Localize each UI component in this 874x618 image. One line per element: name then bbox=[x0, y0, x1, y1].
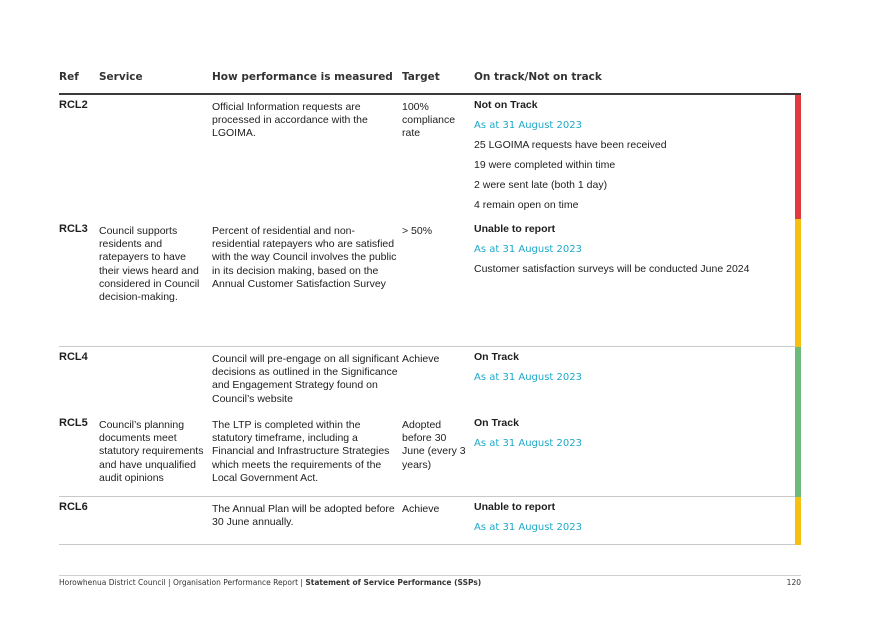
row-measure: Percent of residential and non-residential ratepayers who are satisfied with the way Council involves the public in its decision making, based on the Annual Customer Satisfaction Survey bbox=[212, 225, 397, 290]
row-measure: Council will pre-engage on all significant decisions as outlined in the Significance and Engagement Strategy found on Council’s website bbox=[212, 353, 399, 405]
footer-divider bbox=[59, 575, 801, 576]
row-target: Achieve bbox=[402, 503, 440, 515]
footer-left: Horowhenua District Council | Organisation Performance Report | bbox=[59, 578, 306, 587]
row-ref: RCL2 bbox=[59, 99, 88, 111]
row-status bbox=[474, 99, 784, 219]
status-indicator bbox=[795, 219, 801, 347]
header-target: Target bbox=[402, 71, 440, 83]
status-detail: 25 LGOIMA requests have been received bbox=[474, 139, 667, 151]
row-ref: RCL3 bbox=[59, 223, 88, 235]
table-row bbox=[59, 95, 801, 219]
status-title: Unable to report bbox=[474, 501, 556, 513]
table-row bbox=[59, 219, 801, 347]
status-date: As at 31 August 2023 bbox=[474, 120, 582, 131]
status-indicator bbox=[795, 413, 801, 497]
row-target: Adopted before 30 June (every 3 years) bbox=[402, 419, 466, 471]
table-row bbox=[59, 347, 801, 413]
status-title: On Track bbox=[474, 417, 519, 429]
row-service: Council’s planning documents meet statutory requirements and have unqualified audit opinions bbox=[99, 419, 204, 484]
row-status bbox=[474, 501, 784, 541]
row-status bbox=[474, 223, 784, 283]
row-target: Achieve bbox=[402, 353, 440, 365]
status-date: As at 31 August 2023 bbox=[474, 438, 582, 449]
row-status bbox=[474, 417, 784, 457]
status-detail: 19 were completed within time bbox=[474, 159, 616, 171]
status-detail: 2 were sent late (both 1 day) bbox=[474, 179, 608, 191]
header-measure: How performance is measured bbox=[212, 71, 393, 83]
footer-section-title: Statement of Service Performance (SSPs) bbox=[305, 578, 482, 587]
status-title: Not on Track bbox=[474, 99, 538, 111]
row-target: 100% compliance rate bbox=[402, 101, 456, 140]
page-number: 120 bbox=[786, 578, 801, 587]
status-title: Unable to report bbox=[474, 223, 556, 235]
status-indicator bbox=[795, 95, 801, 219]
header-ref: Ref bbox=[59, 71, 79, 83]
row-service: Council supports residents and ratepayers to have their views heard and considered in Council decision-making. bbox=[99, 225, 200, 304]
header-status: On track/Not on track bbox=[474, 71, 602, 83]
status-detail: 4 remain open on time bbox=[474, 199, 579, 211]
status-date: As at 31 August 2023 bbox=[474, 522, 582, 533]
status-indicator bbox=[795, 347, 801, 413]
table-row bbox=[59, 413, 801, 497]
header-service: Service bbox=[99, 71, 143, 83]
row-measure: The Annual Plan will be adopted before 30 June annually. bbox=[212, 503, 395, 529]
status-date: As at 31 August 2023 bbox=[474, 244, 582, 255]
row-measure: The LTP is completed within the statutory timeframe, including a Financial and Infrastructure Strategies which meets the requirements of the Local Government Act. bbox=[212, 419, 390, 484]
status-detail: Customer satisfaction surveys will be conducted June 2024 bbox=[474, 263, 750, 275]
row-measure: Official Information requests are processed in accordance with the LGOIMA. bbox=[212, 101, 368, 140]
status-title: On Track bbox=[474, 351, 519, 363]
footer-text bbox=[59, 578, 481, 587]
status-date: As at 31 August 2023 bbox=[474, 372, 582, 383]
row-status bbox=[474, 351, 784, 391]
table-header bbox=[59, 69, 801, 95]
row-ref: RCL6 bbox=[59, 501, 88, 513]
row-ref: RCL4 bbox=[59, 351, 88, 363]
row-ref: RCL5 bbox=[59, 417, 88, 429]
status-indicator bbox=[795, 497, 801, 545]
table-row bbox=[59, 497, 801, 545]
row-target: > 50% bbox=[402, 225, 433, 237]
